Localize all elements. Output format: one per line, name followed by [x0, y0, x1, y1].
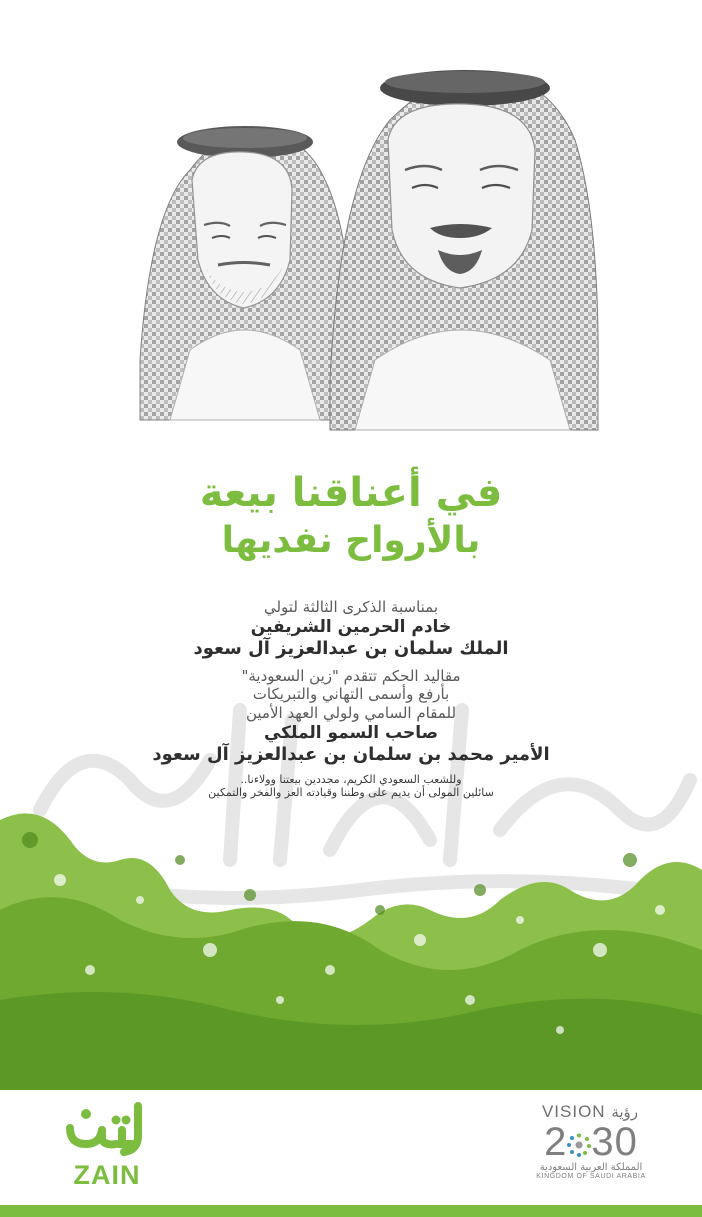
vision-2030-logo [526, 1102, 656, 1194]
message-line-10: سائلين المولى أن يديم على وطننا وقيادته العز والفخر والتمكين [208, 786, 494, 800]
green-paint-splash [0, 800, 702, 1090]
vision-word-ar: رؤية [611, 1103, 639, 1121]
message-line-7: صاحب السمو الملكي [263, 722, 439, 743]
right-figure [330, 70, 598, 430]
congratulatory-message [0, 598, 702, 800]
vision-year-left: 2 [544, 1120, 568, 1164]
headline-line-1: في أعناقنا بيعة [199, 470, 503, 516]
message-line-6: للمقام السامي ولولي العهد الأمين [245, 704, 457, 722]
message-line-5: بأرفع وأسمى التهاني والتبريكات [252, 685, 450, 704]
headline [0, 470, 702, 561]
portraits-illustration [120, 60, 620, 440]
footer [0, 1090, 702, 1217]
footer-accent-bar [0, 1205, 702, 1217]
zain-logo [52, 1100, 162, 1192]
message-line-4: مقاليد الحكم تتقدم "زين السعودية" [241, 666, 461, 685]
message-line-9: وللشعب السعودي الكريم، مجددين بيعتنا وولاءنا.. [240, 772, 462, 786]
headline-line-2: بالأرواح نفديها [221, 520, 481, 561]
vision-year-right: 30 [591, 1120, 638, 1164]
vision-year [526, 1122, 656, 1162]
message-line-2: خادم الحرمين الشريفين [250, 616, 452, 637]
left-figure [140, 126, 355, 420]
zain-arabic-logo-icon [60, 1100, 154, 1156]
zain-wordmark: ZAIN [73, 1160, 141, 1190]
vision-country-ar: المملكة العربية السعودية [539, 1162, 643, 1173]
vision-2030-emblem-icon [567, 1124, 591, 1148]
message-line-1: بمناسبة الذكرى الثالثة لتولي [263, 598, 439, 616]
message-line-3: الملك سلمان بن عبدالعزيز آل سعود [193, 638, 509, 659]
vision-word-en: VISION [541, 1102, 606, 1121]
vision-country-en: KINGDOM OF SAUDI ARABIA [536, 1173, 646, 1180]
message-line-8: الأمير محمد بن سلمان بن عبدالعزيز آل سعود [152, 744, 550, 765]
